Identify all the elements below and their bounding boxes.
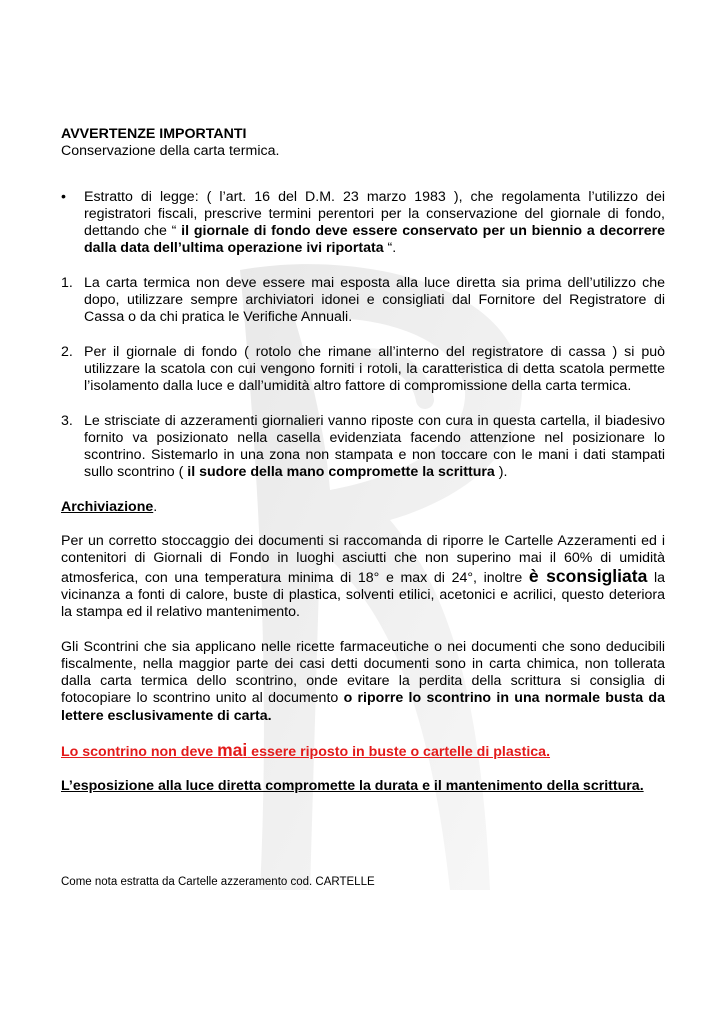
list-item-1 xyxy=(61,275,665,327)
list-item-number: 2. xyxy=(61,343,73,360)
archive-heading xyxy=(61,499,665,516)
archive-title-suffix: . xyxy=(153,498,158,515)
legal-extract-end: “. xyxy=(383,240,397,257)
paragraph-bold: o riporre lo scontrino in una normale busta da lettere esclusivamente di carta. xyxy=(61,690,665,724)
list-item-2 xyxy=(61,344,665,396)
document-title: AVVERTENZE IMPORTANTI xyxy=(61,126,247,142)
list-item-text: Le strisciate di azzeramenti giornalieri vanno riposte con cura in questa cartella, il biadesivo fornito va posizionato nella casella evidenziata facendo attenzione nel posizionare lo scontrino. Sistemarlo in una zona non stampata e non toccare con le mani i dati stampati sullo scontrino ( xyxy=(84,412,665,481)
archive-paragraph-2 xyxy=(61,639,665,725)
emphasis-text: è sconsigliata xyxy=(528,565,648,586)
document-subtitle: Conservazione della carta termica. xyxy=(61,143,280,160)
archive-title: Archiviazione xyxy=(61,498,154,515)
legal-extract-bullet xyxy=(61,189,665,258)
legal-extract-text: Estratto di legge: ( l’art. 16 del D.M. 23 marzo 1983 ), che regolamenta l’utilizzo dei registratori fiscali, prescrive termini perentori per la conservazione del giornale di fondo, dettando che “ xyxy=(84,188,665,240)
warning-plastic xyxy=(61,742,665,761)
list-item-number: 1. xyxy=(61,274,73,291)
list-item-3 xyxy=(61,413,665,482)
list-item-text: La carta termica non deve essere mai esposta alla luce diretta sia prima dell’utilizzo che dopo, utilizzare sempre archiviatori idonei e consigliati dal Fornitore del Registratore di Cassa o da chi pratica le Verifiche Annuali. xyxy=(84,274,665,326)
legal-extract-bold: il giornale di fondo deve essere conservato per un biennio a decorrere dalla data dell’ultima operazione ivi riportata xyxy=(84,223,665,257)
list-item-number: 3. xyxy=(61,412,73,429)
warning-text-end: essere riposto in buste o cartelle di plastica. xyxy=(247,744,551,761)
list-item-text: Per il giornale di fondo ( rotolo che rimane all’interno del registratore di cassa ) si può utilizzare la scatola con cui vengono forniti i rotoli, la caratteristica di detta scatola permette l’isolamento dalla luce e dall’umidità altro fattore di compromissione della carta termica. xyxy=(84,343,665,395)
warning-text: Lo scontrino non deve xyxy=(61,744,218,761)
warning-emphasis: mai xyxy=(217,740,248,761)
document-body xyxy=(61,126,665,796)
paragraph-text: Per un corretto stoccaggio dei documenti si raccomanda di riporre le Cartelle Azzeramenti ed i contenitori di Giornali di Fondo in luoghi asciutti che non superino mai il 60% di umidità atmosferica, con una temperatura minima di 18° e max di 24°, inoltre xyxy=(61,533,665,586)
paragraph-text-end: la vicinanza a fonti di calore, buste di plastica, solventi etilici, acetonici e acrilici, questo deteriora la stampa ed il relativo mantenimento. xyxy=(61,569,666,621)
list-item-bold: il sudore della mano compromette la scrittura xyxy=(187,464,495,481)
warning-light: L’esposizione alla luce diretta compromette la durata e il mantenimento della scrittura. xyxy=(61,778,644,795)
footer-note: Come nota estratta da Cartelle azzeramento cod. CARTELLE xyxy=(61,876,375,888)
bullet-mark: • xyxy=(61,188,66,205)
paragraph-text: Gli Scontrini che sia applicano nelle ricette farmaceutiche o nei documenti che sono deducibili fiscalmente, nella maggior parte dei casi detti documenti sono in carta chimica, non tollerata dalla carta termica dello scontrino, onde evitare la perdita della scrittura si consiglia di fotocopiare lo scontrino unito al documento xyxy=(61,638,665,707)
list-item-end: ). xyxy=(494,464,508,481)
archive-paragraph-1 xyxy=(61,533,665,621)
